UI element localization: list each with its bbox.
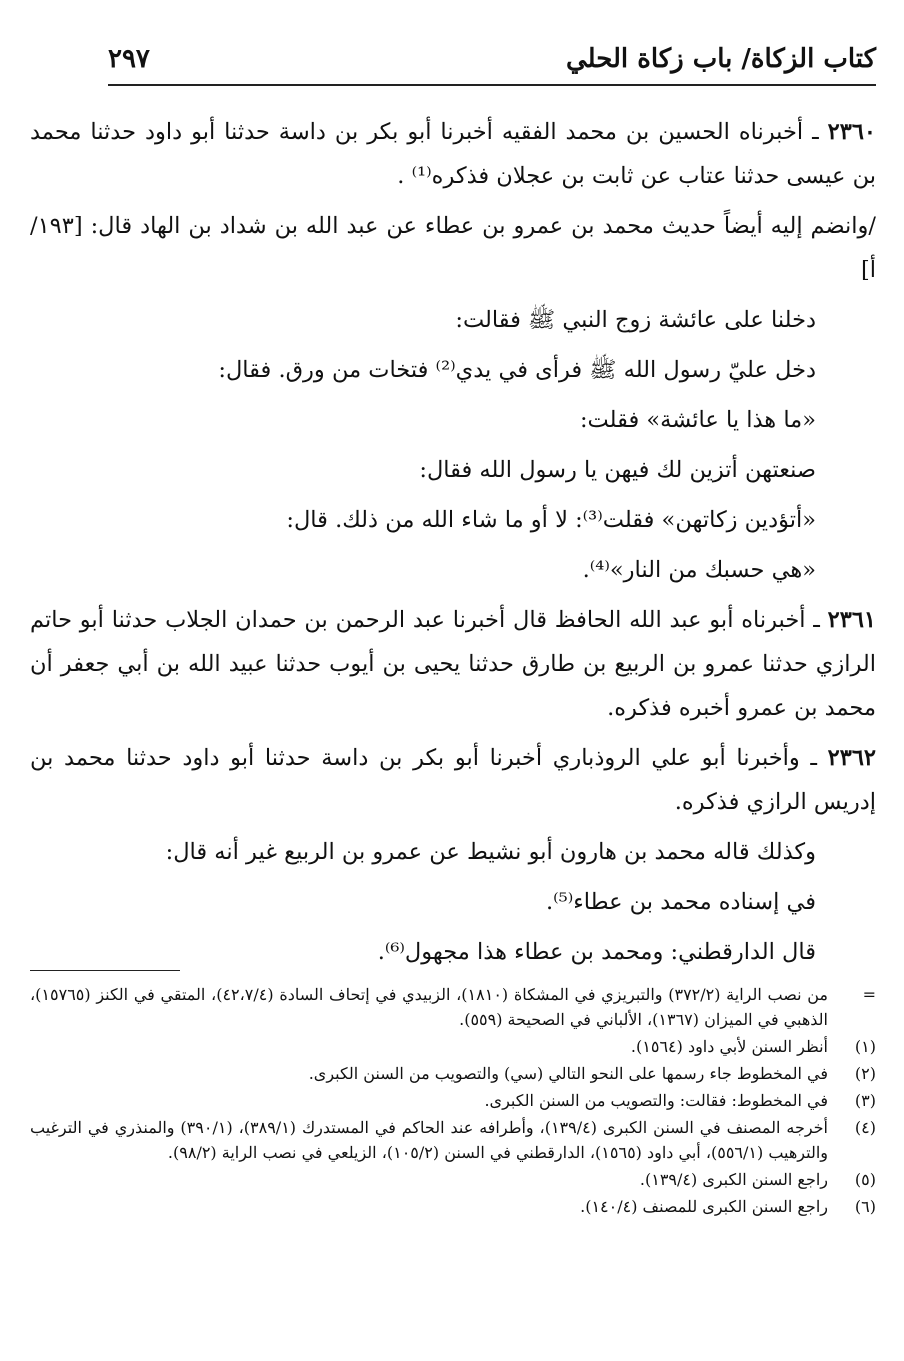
- footnote-continuation: [30, 982, 876, 1032]
- footnotes: [30, 982, 876, 1219]
- footnote-divider: [30, 970, 180, 971]
- footnote-marker: (٢): [854, 1064, 876, 1083]
- footnote-marker: (٥): [854, 1170, 876, 1189]
- footnote-text: في المخطوط جاء رسمها على النحو التالي (سي) والتصويب من السنن الكبرى.: [308, 1064, 828, 1083]
- hadith-text: ـ أخبرناه الحسين بن محمد الفقيه أخبرنا أبو بكر بن داسة حدثنا أبو داود حدثنا محمد بن عيسى حدثنا عتاب عن ثابت بن عجلان فذكره⁽¹⁾ .: [30, 119, 876, 189]
- footnote-marker: (٤): [854, 1118, 876, 1137]
- footnote-text: راجع السنن الكبرى (١٣٩/٤).: [639, 1170, 828, 1189]
- footnote-text: من نصب الراية (٣٧٢/٢) والتبريزي في المشكاة (١٨١٠)، الزبيدي في إتحاف السادة (٤٢،٧/٤)، المتقي في الكنز (١٥٧٦٥)، الذهبي في الميزان (١٣٦٧)، الألباني في الصحيحة (٥٥٩).: [30, 985, 828, 1029]
- hadith-2361: [30, 598, 876, 730]
- footnote-marker: (٦): [854, 1197, 876, 1216]
- footnote-2: [30, 1061, 876, 1086]
- footnote-text: أنظر السنن لأبي داود (١٥٦٤).: [630, 1037, 828, 1056]
- quote-line: في إسناده محمد بن عطاء⁽⁵⁾.: [545, 889, 816, 915]
- footnote-marker: (٣): [854, 1091, 876, 1110]
- body-text: [30, 110, 876, 974]
- footnote-4: [30, 1115, 876, 1165]
- footnote-6: [30, 1194, 876, 1219]
- hadith-number: ٢٣٦١: [827, 607, 876, 633]
- footnote-marker: (١): [854, 1037, 876, 1056]
- quote-line: «هي حسبك من النار»⁽⁴⁾.: [582, 557, 816, 583]
- footnote-text: في المخطوط: فقالت: والتصويب من السنن الكبرى.: [484, 1091, 828, 1110]
- footnote-text: راجع السنن الكبرى للمصنف (١٤٠/٤).: [580, 1197, 828, 1216]
- hadith-2362: [30, 736, 876, 824]
- page-header: [108, 44, 876, 86]
- hadith-number: ٢٣٦٢: [827, 745, 876, 771]
- running-title: كتاب الزكاة/ باب زكاة الحلي: [565, 44, 876, 74]
- quote-line: «ما هذا يا عائشة» فقلت:: [579, 407, 816, 433]
- footnote-text: أخرجه المصنف في السنن الكبرى (١٣٩/٤)، وأطرافه عند الحاكم في المستدرك (٣٨٩/١)، (٣٩٠/١) والمنذري في الترغيب والترهيب (٥٥٦/١)، أبي داود (١٥٦٥)، الدارقطني في السنن (١٠٥/٢)، الزيلعي في نصب الراية (٩٨/٢).: [30, 1118, 828, 1162]
- quote-line: دخل عليّ رسول الله ﷺ فرأى في يدي⁽²⁾ فتخات من ورق. فقال:: [218, 357, 816, 383]
- footnote-marker: =: [862, 985, 876, 1004]
- quote-line: قال الدارقطني: ومحمد بن عطاء هذا مجهول⁽⁶⁾.: [377, 939, 816, 965]
- footnote-3: [30, 1088, 876, 1113]
- hadith-number: ٢٣٦٠: [827, 119, 876, 145]
- manuscript-folio-note: [١٩٣/ أ]: [30, 213, 876, 283]
- footnote-5: [30, 1167, 876, 1192]
- paragraph-connection: [30, 204, 876, 292]
- page-number: ٢٩٧: [108, 44, 150, 74]
- hadith-2360: [30, 110, 876, 198]
- hadith-text: ـ أخبرناه أبو عبد الله الحافظ قال أخبرنا عبد الرحمن بن حمدان الجلاب حدثنا أبو حاتم الرازي حدثنا عمرو بن الربيع بن طارق حدثنا يحيى بن أيوب حدثنا عبيد الله بن أبي جعفر أن محمد بن عمرو أخبره فذكره.: [30, 607, 876, 721]
- hadith-text: ـ وأخبرنا أبو علي الروذباري أخبرنا أبو بكر بن داسة حدثنا أبو داود حدثنا محمد بن إدريس الرازي فذكره.: [30, 745, 876, 815]
- quote-line: صنعتهن أتزين لك فيهن يا رسول الله فقال:: [419, 457, 816, 483]
- quote-line: دخلنا على عائشة زوج النبي ﷺ فقالت:: [455, 307, 816, 333]
- quote-line: «أتؤدين زكاتهن» فقلت⁽³⁾: لا أو ما شاء الله من ذلك. قال:: [286, 507, 816, 533]
- quote-line: وكذلك قاله محمد بن هارون أبو نشيط عن عمرو بن الربيع غير أنه قال:: [165, 839, 816, 865]
- footnote-1: [30, 1034, 876, 1059]
- paragraph-text: /وانضم إليه أيضاً حديث محمد بن عمرو بن عطاء عن عبد الله بن شداد بن الهاد قال:: [90, 213, 876, 239]
